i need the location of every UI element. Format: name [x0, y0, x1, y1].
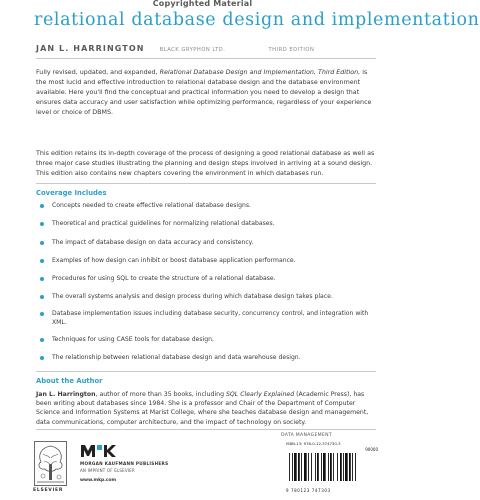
elsevier-wordmark: ELSEVIER: [33, 488, 64, 493]
isbn-text: ISBN-13: 978-0-12-374730-3: [286, 441, 341, 446]
bullet-icon: [40, 241, 44, 245]
barcode-digits: 9 780123 747303: [286, 488, 331, 493]
mk-publisher-name: MORGAN KAUFMANN PUBLISHERS: [80, 461, 169, 466]
mk-imprint: AN IMPRINT OF ELSEVIER: [80, 468, 135, 473]
coverage-heading: Coverage Includes: [36, 189, 107, 197]
coverage-item-text: The impact of database design on data accuracy and consistency.: [52, 238, 254, 246]
intro-text: Fully revised, updated, and expanded,: [36, 69, 160, 76]
barcode-bars: [288, 453, 376, 485]
publisher-url: www.mkp.com: [80, 478, 117, 483]
bullet-icon: [40, 338, 44, 342]
coverage-item: [38, 256, 376, 265]
coverage-list: [38, 201, 376, 372]
coverage-item-text: The overall systems analysis and design process during which database design takes place.: [52, 293, 333, 301]
divider: [36, 429, 376, 430]
intro-paragraph-2: This edition retains its in-depth coverage of the process of designing a good relational database as well as three major case studies illustrating the planning and design steps involved in arriving at a sound design. This edition also contains new chapters covering the environment in which databases run.: [36, 150, 375, 177]
coverage-item-text: The relationship between relational database design and data warehouse design.: [52, 354, 301, 362]
copyright-watermark: Copyrighted Material: [152, 0, 253, 8]
about-author-text: [36, 390, 376, 427]
isbn-barcode: [286, 441, 378, 493]
bullet-icon: [40, 295, 44, 299]
coverage-item-text: Procedures for using SQL to create the structure of a relational database.: [52, 275, 276, 283]
elsevier-tree-logo: [34, 441, 67, 486]
coverage-item: [38, 274, 376, 283]
coverage-item-text: Database implementation issues including database security, concurrency control, and integration with XML.: [52, 310, 369, 327]
coverage-item-text: Techniques for using CASE tools for database design,: [52, 335, 214, 343]
bullet-icon: [40, 259, 44, 263]
coverage-item-text: Concepts needed to create effective relational database designs.: [52, 202, 251, 209]
divider: [36, 371, 376, 372]
author-name: JAN L. HARRINGTON: [36, 44, 145, 53]
about-text-continued: (Academic Press), has been writing about databases since 1984. She is a professor and Chair of the Department of Computer Science and Information Systems at Marist College, where she teaches database design and management, data communications, computer architecture, and the impact of technology on society.: [36, 391, 369, 426]
divider: [36, 183, 376, 184]
divider: [36, 58, 376, 59]
subject-category: DATA MANAGEMENT: [281, 433, 332, 438]
coverage-item: [38, 309, 376, 328]
coverage-item-text: Theoretical and practical guidelines for normalizing relational databases.: [52, 220, 275, 228]
about-author-heading: About the Author: [36, 377, 103, 385]
intro-title-italic: Relational Database Design and Implementation, Third Edition,: [159, 69, 361, 76]
mk-logo: [80, 443, 122, 457]
publisher-name: BLACK GRYPHON LTD.: [159, 47, 226, 53]
author-bio-name: Jan L. Harrington: [36, 391, 96, 398]
coverage-item: [38, 201, 376, 210]
coverage-item: [38, 353, 376, 362]
intro-text-continued: is the most lucid and effective introduction to relational database design and the database environment available. Here you'll find the conceptual and practical information you need to develop a design that ensures data accuracy and user satisfaction while optimizing performance, regardless of your experience level or choice of DBMS.: [36, 69, 372, 116]
bullet-icon: [40, 222, 44, 226]
edition-label: THIRD EDITION: [268, 47, 315, 53]
about-text: , author of more than 35 books, including: [95, 391, 226, 398]
price-code: 90000: [365, 447, 378, 452]
bullet-icon: [40, 312, 44, 316]
bullet-icon: [40, 204, 44, 208]
coverage-item: [38, 238, 376, 247]
intro-paragraph-1: [36, 68, 376, 118]
bullet-icon: [40, 277, 44, 281]
coverage-item: [38, 219, 376, 228]
byline: [36, 41, 376, 55]
bullet-icon: [40, 356, 44, 360]
about-book-italic: SQL Clearly Explained: [226, 391, 295, 398]
book-title: relational database design and implementation: [34, 10, 480, 30]
coverage-item: [38, 335, 376, 344]
coverage-item: [38, 292, 376, 301]
coverage-item-text: Examples of how design can inhibit or boost database application performance.: [52, 256, 296, 264]
